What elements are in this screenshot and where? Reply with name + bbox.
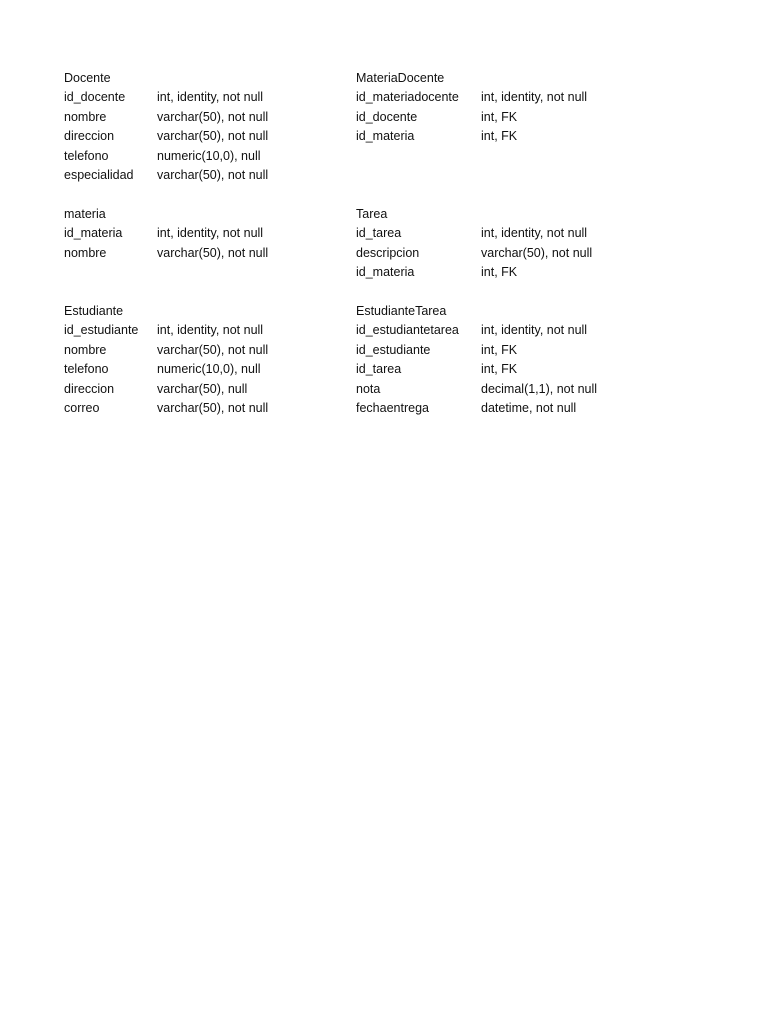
field-row: [64, 147, 261, 166]
field-type: numeric(10,0), null: [157, 148, 261, 163]
table-materia: [64, 205, 269, 263]
table-title: EstudianteTarea: [356, 304, 447, 318]
field-type: numeric(10,0), null: [157, 362, 261, 377]
field-row: [64, 127, 269, 146]
field-type: decimal(1,1), not null: [481, 381, 598, 396]
field-type: varchar(50), not null: [481, 245, 593, 260]
field-name: id_docente: [356, 109, 418, 124]
field-type: int, FK: [481, 342, 518, 357]
field-name: descripcion: [356, 245, 420, 260]
field-type: int, identity, not null: [481, 323, 588, 338]
table-title: Estudiante: [64, 304, 124, 318]
field-type: varchar(50), not null: [157, 342, 269, 357]
field-type: datetime, not null: [481, 400, 577, 415]
table-title: MateriaDocente: [356, 71, 445, 85]
field-row: [356, 360, 518, 379]
table-estudiantetarea: [356, 302, 598, 418]
field-row: [356, 224, 588, 243]
table-docente: [64, 69, 269, 185]
field-row: [356, 321, 588, 340]
field-row: [356, 263, 518, 282]
table-title: Tarea: [356, 207, 388, 221]
field-row: [64, 88, 264, 107]
field-type: varchar(50), null: [157, 381, 248, 396]
field-row: [64, 380, 248, 399]
field-row: [64, 108, 269, 127]
field-row: [64, 399, 269, 418]
field-name: id_estudiante: [356, 342, 431, 357]
table-estudiante: [64, 302, 269, 418]
field-type: varchar(50), not null: [157, 109, 269, 124]
field-name: id_materiadocente: [356, 90, 459, 105]
field-type: int, FK: [481, 362, 518, 377]
field-row: [356, 88, 588, 107]
field-type: int, identity, not null: [481, 226, 588, 241]
table-tarea: [356, 205, 593, 283]
field-type: int, FK: [481, 265, 518, 280]
table-title: Docente: [64, 71, 111, 85]
field-type: int, FK: [481, 109, 518, 124]
field-name: nota: [356, 381, 381, 396]
field-name: id_materia: [64, 226, 123, 241]
field-row: [356, 244, 593, 263]
field-row: [64, 360, 261, 379]
field-type: int, identity, not null: [157, 226, 264, 241]
field-row: [356, 127, 518, 146]
field-name: id_estudiante: [64, 323, 139, 338]
field-name: id_materia: [356, 129, 415, 144]
field-name: direccion: [64, 129, 115, 144]
field-row: [356, 108, 518, 127]
field-type: varchar(50), not null: [157, 167, 269, 182]
table-materiadocente: [356, 69, 588, 147]
table-title: materia: [64, 207, 106, 221]
field-name: nombre: [64, 342, 107, 357]
field-name: id_tarea: [356, 362, 402, 377]
field-name: fechaentrega: [356, 400, 429, 415]
field-name: id_tarea: [356, 226, 402, 241]
field-type: int, identity, not null: [157, 323, 264, 338]
field-row: [356, 341, 518, 360]
field-name: nombre: [64, 245, 107, 260]
field-type: int, identity, not null: [157, 90, 264, 105]
field-row: [64, 166, 269, 185]
field-row: [64, 224, 264, 243]
field-name: direccion: [64, 381, 115, 396]
field-type: varchar(50), not null: [157, 129, 269, 144]
field-type: varchar(50), not null: [157, 400, 269, 415]
field-name: id_estudiantetarea: [356, 323, 459, 338]
field-row: [64, 244, 269, 263]
field-name: correo: [64, 400, 100, 415]
field-row: [356, 380, 598, 399]
field-type: int, identity, not null: [481, 90, 588, 105]
field-name: id_docente: [64, 90, 126, 105]
field-row: [64, 321, 264, 340]
field-row: [64, 341, 269, 360]
field-row: [356, 399, 577, 418]
field-type: varchar(50), not null: [157, 245, 269, 260]
field-name: telefono: [64, 148, 109, 163]
field-name: telefono: [64, 362, 109, 377]
field-name: nombre: [64, 109, 107, 124]
field-name: especialidad: [64, 167, 134, 182]
field-name: id_materia: [356, 265, 415, 280]
field-type: int, FK: [481, 129, 518, 144]
